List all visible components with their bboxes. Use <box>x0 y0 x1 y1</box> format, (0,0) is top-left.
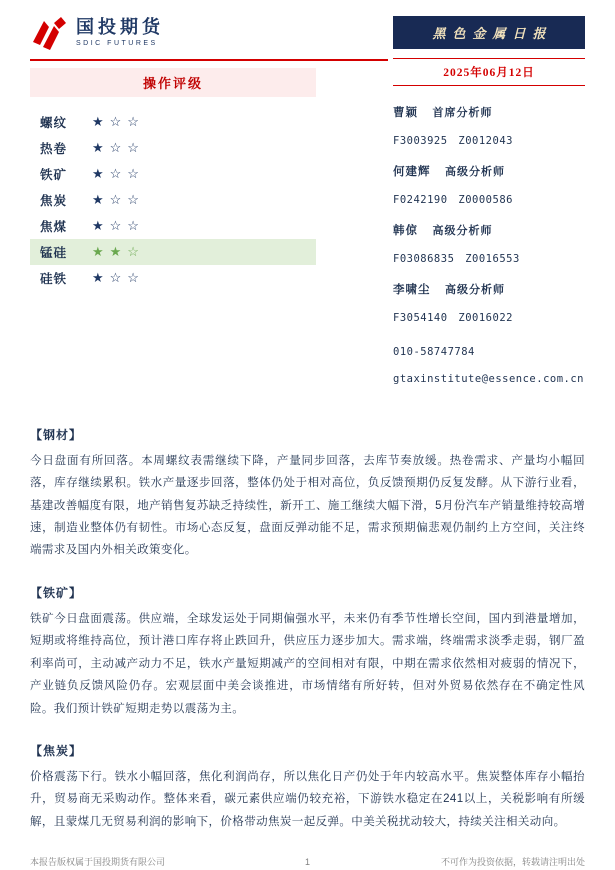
analyst-title: 首席分析师 <box>432 107 493 119</box>
brand-name: 国投期货 <box>76 17 164 38</box>
contact-email: gtaxinstitute@essence.com.cn <box>393 372 585 385</box>
footer-disclaimer: 不可作为投资依据，转载请注明出处 <box>440 857 585 868</box>
rating-row-ferrosilicon <box>30 265 316 291</box>
analyst-codes: F3003925 Z0012043 <box>393 135 513 147</box>
star-rating: ★★☆ <box>92 244 145 259</box>
brand-subtitle: SDIC FUTURES <box>76 40 158 48</box>
section-title: 【铁矿】 <box>30 585 83 600</box>
analyst-title: 高级分析师 <box>444 166 505 179</box>
rating-row-hot-coil <box>30 135 316 161</box>
commodity-name: 热卷 <box>40 142 68 156</box>
brand-text <box>76 18 164 47</box>
analyst-name: 何建辉 <box>393 166 431 179</box>
analyst-title: 高级分析师 <box>432 225 493 238</box>
analyst-name-line <box>393 161 585 181</box>
brand-header <box>30 16 388 61</box>
star-rating: ★☆☆ <box>92 114 145 129</box>
analyst-name: 曹颖 <box>393 107 418 119</box>
section-steel <box>30 426 585 562</box>
section-body: 铁矿今日盘面震荡。供应端，全球发运处于同期偏强水平，未来仍有季节性增长空间，国内到港量增加，短期或将维持高位，预计港口库存将止跌回升，供应压力逐步加大。需求端，终端需求淡季走弱，钢厂盈利率尚可，主动减产动力不足，铁水产量短期减产的空间相对有限，中期在需求依然相对疲弱的情况下，产业链负反馈风险仍存。宏观层面中美会谈推进，市场情绪有所好转，但对外贸易依然存在不确定性风险。我们预计铁矿短期走势以震荡为主。 <box>30 612 585 715</box>
right-column <box>393 16 585 400</box>
footer-copyright: 本报告版权属于国投期货有限公司 <box>30 857 166 868</box>
left-column <box>30 16 388 400</box>
star-rating: ★☆☆ <box>92 192 145 207</box>
section-title: 【焦炭】 <box>30 743 83 758</box>
section-iron-ore <box>30 584 585 720</box>
footer-page-number: 1 <box>304 856 310 867</box>
section-body: 今日盘面有所回落。本周螺纹表需继续下降，产量同步回落，去库节奏放缓。热卷需求、产量均小幅回落，库存继续累积。铁水产量逐步回落，整体仍处于相对高位，负反馈预期仍反复发酵。从下游行业看，基建改善幅度有限，地产销售复苏缺乏持续性，新开工、施工继续大幅下滑，5月份汽车产销量维持较高增速，制造业整体仍有韧性。市场心态反复，盘面反弹动能不足，需求预期偏悲观仍制约上方空间，关注终端需求及国内外相关政策变化。 <box>30 454 585 557</box>
rating-row-iron-ore <box>30 161 316 187</box>
rating-row-coke <box>30 187 316 213</box>
rating-rows <box>30 109 316 291</box>
star-rating: ★☆☆ <box>92 270 145 285</box>
analyst-name-line <box>393 220 585 240</box>
report-body <box>30 426 585 855</box>
report-date: 2025年06月12日 <box>393 58 585 86</box>
analyst-codes: F3054140 Z0016022 <box>393 312 513 325</box>
rating-row-manganese-silicon <box>30 239 316 265</box>
section-title: 【钢材】 <box>30 427 83 442</box>
top-area <box>30 16 585 400</box>
section-coke <box>30 742 585 833</box>
rating-panel <box>30 68 316 291</box>
analyst-codes: F0242190 Z0000586 <box>393 194 513 207</box>
commodity-name: 螺纹 <box>40 116 68 130</box>
analyst-name-line <box>393 102 585 122</box>
rating-row-coking-coal <box>30 213 316 239</box>
analyst-list <box>393 102 585 386</box>
commodity-name: 锰硅 <box>40 246 68 260</box>
analyst-name-line <box>393 279 585 299</box>
commodity-name: 焦煤 <box>40 220 68 234</box>
rating-panel-title: 操作评级 <box>30 68 316 97</box>
analyst-name: 韩倞 <box>393 225 418 238</box>
commodity-name: 焦炭 <box>40 194 68 208</box>
analyst-title: 高级分析师 <box>444 284 505 297</box>
contact-phone: 010-58747784 <box>393 345 475 358</box>
page-footer <box>30 855 585 868</box>
section-body: 价格震荡下行。铁水小幅回落，焦化利润尚存，所以焦化日产仍处于年内较高水平。焦炭整体库存小幅抬升，贸易商无采购动作。整体来看，碳元素供应端仍较充裕，下游铁水稳定在241以上，关税影响有所缓解，且蒙煤几无贸易利润的影响下，价格带动焦炭一起反弹。中美关税扰动较大，持续关注相关动向。 <box>30 770 585 828</box>
star-rating: ★☆☆ <box>92 166 145 181</box>
brand-logo-icon <box>30 16 68 50</box>
commodity-name: 铁矿 <box>40 168 68 182</box>
commodity-name: 硅铁 <box>40 272 68 286</box>
star-rating: ★☆☆ <box>92 140 145 155</box>
analyst-name: 李啸尘 <box>393 284 431 297</box>
star-rating: ★☆☆ <box>92 218 145 233</box>
rating-row-rebar <box>30 109 316 135</box>
analyst-codes: F03086835 Z0016553 <box>393 253 520 266</box>
contact-block <box>393 346 585 386</box>
report-title-banner: 黑色金属日报 <box>393 16 585 49</box>
